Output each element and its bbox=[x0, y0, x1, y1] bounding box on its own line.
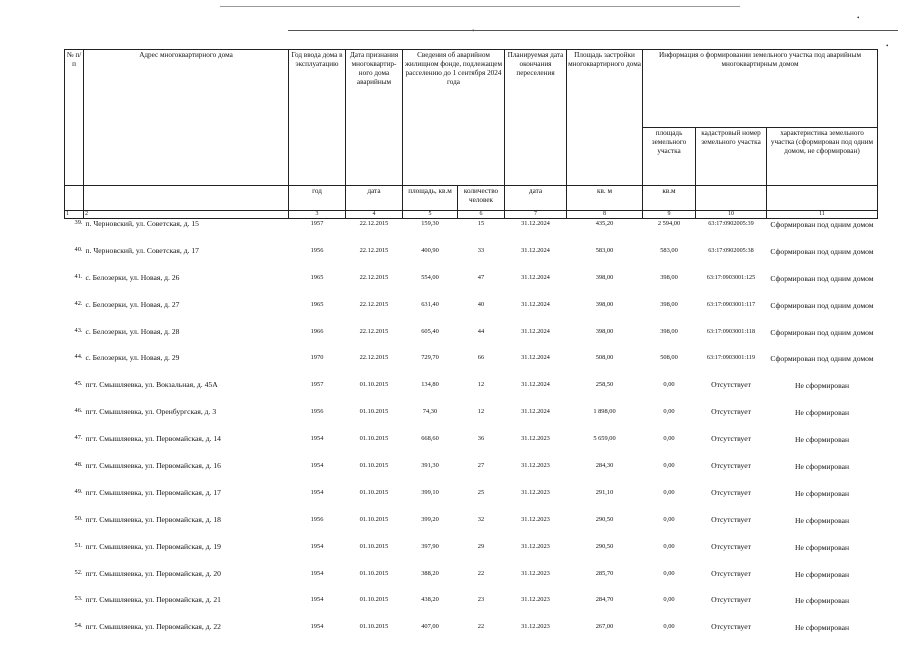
row-planned-date: 31.12.2023 bbox=[505, 461, 567, 488]
row-number: 49. bbox=[65, 488, 84, 515]
table-row bbox=[65, 300, 878, 327]
row-cadastral-number: Отсутствует bbox=[696, 380, 767, 407]
row-land-area: 0,00 bbox=[643, 461, 696, 488]
row-recognition-date: 22.12.2015 bbox=[346, 300, 403, 327]
row-cadastral-number: Отсутствует bbox=[696, 407, 767, 434]
row-land-area: 398,00 bbox=[643, 273, 696, 300]
row-year: 1966 bbox=[289, 327, 346, 354]
header-year: Год ввода дома в эксплуатацию bbox=[289, 50, 346, 186]
row-planned-date: 31.12.2024 bbox=[505, 219, 567, 246]
row-land-area: 398,00 bbox=[643, 327, 696, 354]
row-land-area: 0,00 bbox=[643, 488, 696, 515]
row-number: 42. bbox=[65, 300, 84, 327]
row-recognition-date: 01.10.2015 bbox=[346, 461, 403, 488]
row-land-area: 0,00 bbox=[643, 407, 696, 434]
row-planned-date: 31.12.2023 bbox=[505, 434, 567, 461]
row-people: 40 bbox=[458, 300, 505, 327]
row-year: 1954 bbox=[289, 569, 346, 596]
table-row bbox=[65, 219, 878, 246]
row-recognition-date: 01.10.2015 bbox=[346, 488, 403, 515]
table-row bbox=[65, 380, 878, 407]
header-planned-date: Планируемая дата окончания переселения bbox=[505, 50, 567, 186]
header-land-characteristic: характеристика земельного участка (сформирован под одним домом, не сформирован) bbox=[767, 128, 878, 186]
row-year: 1954 bbox=[289, 434, 346, 461]
row-number: 52. bbox=[65, 569, 84, 596]
row-year: 1957 bbox=[289, 380, 346, 407]
unit-year: год bbox=[289, 186, 346, 211]
header-rule bbox=[288, 30, 898, 31]
row-building-area: 435,20 bbox=[567, 219, 643, 246]
header-land-info: Информация о формировании земельного участка под аварийным многоквартирным домом bbox=[643, 50, 878, 128]
row-planned-date: 31.12.2023 bbox=[505, 542, 567, 569]
row-land-area: 0,00 bbox=[643, 434, 696, 461]
row-number: 44. bbox=[65, 353, 84, 380]
row-building-area: 1 898,00 bbox=[567, 407, 643, 434]
column-number: 2 bbox=[84, 211, 289, 219]
row-building-area: 291,10 bbox=[567, 488, 643, 515]
row-people: 22 bbox=[458, 569, 505, 596]
row-planned-date: 31.12.2023 bbox=[505, 488, 567, 515]
unit-empty bbox=[767, 186, 878, 211]
row-area: 631,40 bbox=[403, 300, 458, 327]
row-recognition-date: 22.12.2015 bbox=[346, 246, 403, 273]
row-planned-date: 31.12.2024 bbox=[505, 380, 567, 407]
row-number: 48. bbox=[65, 461, 84, 488]
row-cadastral-number: 63:17:0903001:118 bbox=[696, 327, 767, 354]
row-land-area: 583,00 bbox=[643, 246, 696, 273]
row-land-status: Не сформирован bbox=[767, 622, 878, 649]
row-address: пгт. Смышляевка, ул. Первомайская, д. 20 bbox=[84, 569, 289, 596]
row-year: 1970 bbox=[289, 353, 346, 380]
scan-edge-line bbox=[220, 6, 740, 7]
row-people: 66 bbox=[458, 353, 505, 380]
row-land-status: Не сформирован bbox=[767, 595, 878, 622]
row-cadastral-number: 63:17:0903001:119 bbox=[696, 353, 767, 380]
row-building-area: 398,00 bbox=[567, 327, 643, 354]
unit-empty bbox=[84, 186, 289, 211]
row-people: 36 bbox=[458, 434, 505, 461]
row-land-area: 508,00 bbox=[643, 353, 696, 380]
row-building-area: 508,00 bbox=[567, 353, 643, 380]
row-cadastral-number: 63:17:0902005:39 bbox=[696, 219, 767, 246]
row-area: 74,30 bbox=[403, 407, 458, 434]
row-address: пгт. Смышляевка, ул. Вокзальная, д. 45А bbox=[84, 380, 289, 407]
row-recognition-date: 01.10.2015 bbox=[346, 380, 403, 407]
table-row bbox=[65, 622, 878, 649]
row-address: с. Белозерки, ул. Новая, д. 29 bbox=[84, 353, 289, 380]
row-people: 23 bbox=[458, 595, 505, 622]
row-land-area: 398,00 bbox=[643, 300, 696, 327]
row-building-area: 398,00 bbox=[567, 273, 643, 300]
row-area: 729,70 bbox=[403, 353, 458, 380]
header-fund-info: Сведения об аварийном жилищном фонде, подлежащем расселению до 1 сентября 2024 года bbox=[403, 50, 505, 186]
row-building-area: 284,70 bbox=[567, 595, 643, 622]
row-number: 47. bbox=[65, 434, 84, 461]
header-address: Адрес многоквартирного дома bbox=[84, 50, 289, 186]
table-row bbox=[65, 273, 878, 300]
row-address: пгт. Смышляевка, ул. Первомайская, д. 16 bbox=[84, 461, 289, 488]
table-row bbox=[65, 569, 878, 596]
row-people: 32 bbox=[458, 515, 505, 542]
row-land-area: 0,00 bbox=[643, 569, 696, 596]
table-row bbox=[65, 407, 878, 434]
row-area: 134,80 bbox=[403, 380, 458, 407]
unit-people: количество человек bbox=[458, 186, 505, 211]
row-land-status: Не сформирован bbox=[767, 407, 878, 434]
table-row bbox=[65, 353, 878, 380]
table-row bbox=[65, 246, 878, 273]
row-people: 15 bbox=[458, 219, 505, 246]
row-year: 1954 bbox=[289, 488, 346, 515]
row-cadastral-number: Отсутствует bbox=[696, 595, 767, 622]
header-building-area: Площадь застройки многоквартирного дома bbox=[567, 50, 643, 186]
column-number: 1 bbox=[65, 211, 84, 219]
row-land-area: 0,00 bbox=[643, 622, 696, 649]
row-recognition-date: 22.12.2015 bbox=[346, 219, 403, 246]
row-recognition-date: 01.10.2015 bbox=[346, 434, 403, 461]
row-land-area: 2 594,00 bbox=[643, 219, 696, 246]
row-planned-date: 31.12.2024 bbox=[505, 327, 567, 354]
row-people: 33 bbox=[458, 246, 505, 273]
row-address: пгт. Смышляевка, ул. Первомайская, д. 18 bbox=[84, 515, 289, 542]
row-land-status: Сформирован под одним домом bbox=[767, 327, 878, 354]
row-number: 53. bbox=[65, 595, 84, 622]
row-area: 400,90 bbox=[403, 246, 458, 273]
row-land-status: Сформирован под одним домом bbox=[767, 219, 878, 246]
unit-empty bbox=[696, 186, 767, 211]
row-planned-date: 31.12.2023 bbox=[505, 622, 567, 649]
row-address: с. Белозерки, ул. Новая, д. 28 bbox=[84, 327, 289, 354]
row-recognition-date: 22.12.2015 bbox=[346, 273, 403, 300]
row-planned-date: 31.12.2024 bbox=[505, 407, 567, 434]
row-address: пгт. Смышляевка, ул. Первомайская, д. 22 bbox=[84, 622, 289, 649]
row-year: 1954 bbox=[289, 595, 346, 622]
row-land-status: Не сформирован bbox=[767, 569, 878, 596]
row-land-status: Сформирован под одним домом bbox=[767, 353, 878, 380]
row-building-area: 290,50 bbox=[567, 515, 643, 542]
row-year: 1954 bbox=[289, 461, 346, 488]
row-planned-date: 31.12.2024 bbox=[505, 273, 567, 300]
row-people: 47 bbox=[458, 273, 505, 300]
row-people: 12 bbox=[458, 407, 505, 434]
row-building-area: 258,50 bbox=[567, 380, 643, 407]
row-land-status: Не сформирован bbox=[767, 461, 878, 488]
column-number: 3 bbox=[289, 211, 346, 219]
row-area: 397,90 bbox=[403, 542, 458, 569]
emergency-housing-table bbox=[64, 49, 878, 649]
row-recognition-date: 01.10.2015 bbox=[346, 569, 403, 596]
row-number: 40. bbox=[65, 246, 84, 273]
row-cadastral-number: Отсутствует bbox=[696, 542, 767, 569]
row-building-area: 285,70 bbox=[567, 569, 643, 596]
row-year: 1956 bbox=[289, 246, 346, 273]
row-year: 1956 bbox=[289, 407, 346, 434]
row-area: 407,00 bbox=[403, 622, 458, 649]
row-area: 399,20 bbox=[403, 515, 458, 542]
row-number: 41. bbox=[65, 273, 84, 300]
row-year: 1954 bbox=[289, 542, 346, 569]
row-land-status: Не сформирован bbox=[767, 488, 878, 515]
row-number: 45. bbox=[65, 380, 84, 407]
row-people: 12 bbox=[458, 380, 505, 407]
row-building-area: 290,50 bbox=[567, 542, 643, 569]
unit-date: дата bbox=[346, 186, 403, 211]
row-land-status: Сформирован под одним домом bbox=[767, 246, 878, 273]
row-planned-date: 31.12.2023 bbox=[505, 569, 567, 596]
column-number: 8 bbox=[567, 211, 643, 219]
column-number: 6 bbox=[458, 211, 505, 219]
unit-plan-date: дата bbox=[505, 186, 567, 211]
row-people: 22 bbox=[458, 622, 505, 649]
row-year: 1957 bbox=[289, 219, 346, 246]
row-recognition-date: 22.12.2015 bbox=[346, 353, 403, 380]
row-people: 27 bbox=[458, 461, 505, 488]
row-cadastral-number: 63:17:0902005:38 bbox=[696, 246, 767, 273]
row-area: 399,10 bbox=[403, 488, 458, 515]
row-area: 388,20 bbox=[403, 569, 458, 596]
row-number: 50. bbox=[65, 515, 84, 542]
column-number: 9 bbox=[643, 211, 696, 219]
row-address: пгт. Смышляевка, ул. Первомайская, д. 17 bbox=[84, 488, 289, 515]
row-recognition-date: 01.10.2015 bbox=[346, 407, 403, 434]
row-planned-date: 31.12.2023 bbox=[505, 595, 567, 622]
header-cadastral-number: кадастровый номер земельного участка bbox=[696, 128, 767, 186]
row-planned-date: 31.12.2023 bbox=[505, 515, 567, 542]
row-land-status: Не сформирован bbox=[767, 434, 878, 461]
column-number: 7 bbox=[505, 211, 567, 219]
row-land-area: 0,00 bbox=[643, 595, 696, 622]
row-recognition-date: 22.12.2015 bbox=[346, 327, 403, 354]
row-area: 668,60 bbox=[403, 434, 458, 461]
row-number: 43. bbox=[65, 327, 84, 354]
table-body bbox=[65, 219, 878, 649]
row-planned-date: 31.12.2024 bbox=[505, 300, 567, 327]
row-area: 159,30 bbox=[403, 219, 458, 246]
unit-sqm: кв. м bbox=[567, 186, 643, 211]
column-number: 11 bbox=[767, 211, 878, 219]
table-row bbox=[65, 434, 878, 461]
row-number: 46. bbox=[65, 407, 84, 434]
row-address: пгт. Смышляевка, ул. Оренбургская, д. 3 bbox=[84, 407, 289, 434]
row-people: 29 bbox=[458, 542, 505, 569]
table-row bbox=[65, 515, 878, 542]
row-cadastral-number: Отсутствует bbox=[696, 434, 767, 461]
row-recognition-date: 01.10.2015 bbox=[346, 542, 403, 569]
row-area: 438,20 bbox=[403, 595, 458, 622]
unit-empty bbox=[65, 186, 84, 211]
row-cadastral-number: Отсутствует bbox=[696, 488, 767, 515]
table-row bbox=[65, 327, 878, 354]
row-cadastral-number: 63:17:0903001:117 bbox=[696, 300, 767, 327]
row-area: 605,40 bbox=[403, 327, 458, 354]
table-row bbox=[65, 461, 878, 488]
table-row bbox=[65, 542, 878, 569]
header-recognition-date: Дата признания многоквартир-ного дома аварийным bbox=[346, 50, 403, 186]
row-land-area: 0,00 bbox=[643, 515, 696, 542]
page-mark: • bbox=[857, 14, 859, 22]
column-number: 4 bbox=[346, 211, 403, 219]
row-address: пгт. Смышляевка, ул. Первомайская, д. 14 bbox=[84, 434, 289, 461]
row-address: с. Белозерки, ул. Новая, д. 27 bbox=[84, 300, 289, 327]
row-year: 1965 bbox=[289, 300, 346, 327]
row-year: 1954 bbox=[289, 622, 346, 649]
header-land-area: площадь земельного участка bbox=[643, 128, 696, 186]
row-planned-date: 31.12.2024 bbox=[505, 353, 567, 380]
column-number: 5 bbox=[403, 211, 458, 219]
row-building-area: 267,00 bbox=[567, 622, 643, 649]
row-cadastral-number: Отсутствует bbox=[696, 515, 767, 542]
page-mark: • bbox=[886, 42, 888, 50]
row-recognition-date: 01.10.2015 bbox=[346, 595, 403, 622]
row-land-status: Сформирован под одним домом bbox=[767, 273, 878, 300]
unit-sqm: кв.м bbox=[643, 186, 696, 211]
row-people: 25 bbox=[458, 488, 505, 515]
table-row bbox=[65, 595, 878, 622]
row-number: 51. bbox=[65, 542, 84, 569]
row-year: 1965 bbox=[289, 273, 346, 300]
unit-area: площадь, кв.м bbox=[403, 186, 458, 211]
page-mark: • bbox=[472, 27, 474, 35]
row-cadastral-number: Отсутствует bbox=[696, 569, 767, 596]
row-land-area: 0,00 bbox=[643, 380, 696, 407]
row-area: 391,30 bbox=[403, 461, 458, 488]
row-address: пгт. Смышляевка, ул. Первомайская, д. 21 bbox=[84, 595, 289, 622]
row-planned-date: 31.12.2024 bbox=[505, 246, 567, 273]
row-recognition-date: 01.10.2015 bbox=[346, 515, 403, 542]
row-address: с. Белозерки, ул. Новая, д. 26 bbox=[84, 273, 289, 300]
row-year: 1956 bbox=[289, 515, 346, 542]
row-building-area: 5 659,00 bbox=[567, 434, 643, 461]
row-recognition-date: 01.10.2015 bbox=[346, 622, 403, 649]
row-number: 54. bbox=[65, 622, 84, 649]
header-no: № п/п bbox=[65, 50, 84, 186]
row-land-status: Не сформирован bbox=[767, 380, 878, 407]
row-area: 554,00 bbox=[403, 273, 458, 300]
column-number: 10 bbox=[696, 211, 767, 219]
row-land-status: Сформирован под одним домом bbox=[767, 300, 878, 327]
row-building-area: 284,30 bbox=[567, 461, 643, 488]
row-cadastral-number: Отсутствует bbox=[696, 622, 767, 649]
row-address: п. Черновский, ул. Советская, д. 17 bbox=[84, 246, 289, 273]
row-land-status: Не сформирован bbox=[767, 515, 878, 542]
row-number: 39. bbox=[65, 219, 84, 246]
table-row bbox=[65, 488, 878, 515]
row-land-area: 0,00 bbox=[643, 542, 696, 569]
row-building-area: 583,00 bbox=[567, 246, 643, 273]
row-people: 44 bbox=[458, 327, 505, 354]
row-address: п. Черновский, ул. Советская, д. 15 bbox=[84, 219, 289, 246]
row-building-area: 398,00 bbox=[567, 300, 643, 327]
row-address: пгт. Смышляевка, ул. Первомайская, д. 19 bbox=[84, 542, 289, 569]
row-cadastral-number: 63:17:0903001:125 bbox=[696, 273, 767, 300]
row-land-status: Не сформирован bbox=[767, 542, 878, 569]
row-cadastral-number: Отсутствует bbox=[696, 461, 767, 488]
